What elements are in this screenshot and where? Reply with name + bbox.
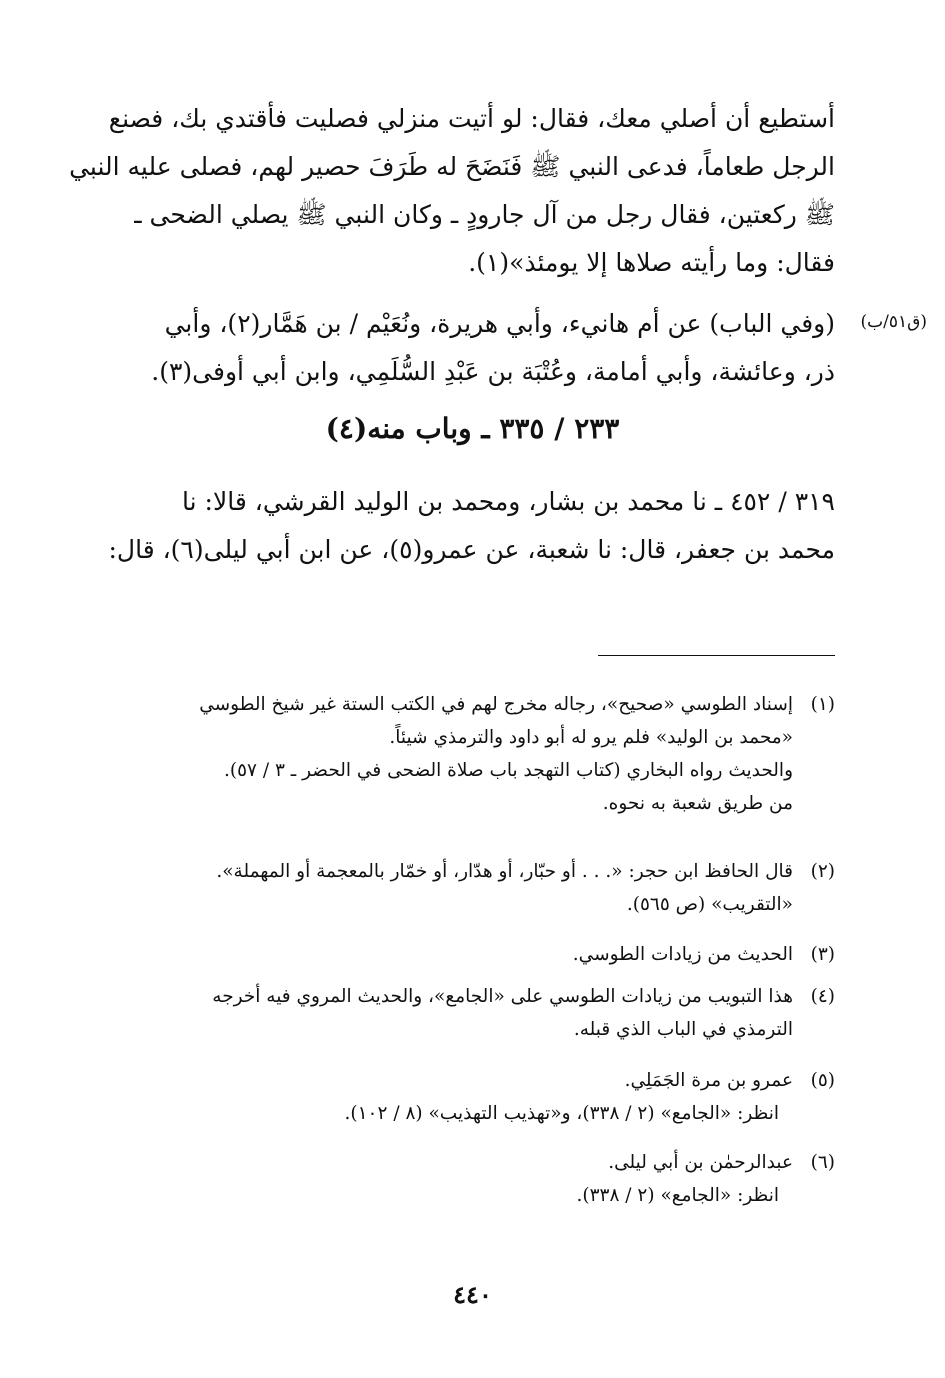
footnote-2 [108,855,835,921]
manuscript-margin-note: (ق٥١/ب) [860,312,927,332]
footnote-line: الحديث من زيادات الطوسي. [572,944,793,965]
footnote-line: الترمذي في الباب الذي قبله. [573,1019,793,1040]
text-line: الرجل طعاماً، فدعى النبي ﷺ فَنَضَحَ له طَرَفَ حصير لهم، فصلى عليه النبي [69,152,835,181]
footnote-number: (٢) [810,861,835,882]
text-line: ذر، وعائشة، وأبي أمامة، وعُتْبَة بن عَبْدِ السُّلَمِي، وابن أبي أوفى(٣). [151,357,835,386]
hadith-text-paragraph [69,95,835,287]
chapter-references-paragraph [108,300,835,396]
footnote-1 [108,688,835,820]
footnote-6 [108,1146,835,1212]
footnote-line: انظر: «الجامع» (٢ / ٣٣٨)، و«تهذيب التهذيب» (٨ / ١٠٢). [344,1103,779,1124]
footnote-4 [108,980,835,1046]
footnote-separator [598,655,835,656]
text-line: محمد بن جعفر، قال: نا شعبة، عن عمرو(٥)، عن ابن أبي ليلى(٦)، قال: [108,535,835,564]
footnote-line: عبدالرحمٰن بن أبي ليلى. [608,1152,793,1173]
footnote-number: (٥) [810,1070,835,1091]
footnote-line: إسناد الطوسي «صحيح»، رجاله مخرج لهم في الكتب الستة غير شيخ الطوسي [199,694,793,715]
text-line: فقال: وما رأيته صلاها إلا يومئذ»(١). [468,248,835,277]
footnote-line: «محمد بن الوليد» فلم يرو له أبو داود والترمذي شيئاً. [389,727,793,748]
footnote-line: انظر: «الجامع» (٢ / ٣٣٨). [576,1185,779,1206]
footnote-number: (٦) [810,1152,835,1173]
footnote-number: (١) [810,694,835,715]
footnote-number: (٣) [810,944,835,965]
text-line: ٣١٩ / ٤٥٢ ـ نا محمد بن بشار، ومحمد بن الوليد القرشي، قالا: نا [182,487,835,516]
footnote-line: عمرو بن مرة الجَمَلِي. [624,1070,793,1091]
footnote-number: (٤) [810,986,835,1007]
text-line: أستطيع أن أصلي معك، فقال: لو أتيت منزلي فصليت فأقتدي بك، فصنع [108,104,835,133]
footnote-line: «التقريب» (ص ٥٦٥). [626,894,793,915]
text-line: (وفي الباب) عن أم هانيء، وأبي هريرة، ونُعَيْم / بن هَمَّار(٢)، وأبي [164,309,835,338]
footnote-line: والحديث رواه البخاري (كتاب التهجد باب صلاة الضحى في الحضر ـ ٣ / ٥٧). [223,760,793,781]
footnote-5 [108,1064,835,1130]
footnote-3 [108,938,835,971]
text-line: ﷺ ركعتين، فقال رجل من آل جارودٍ ـ وكان النبي ﷺ يصلي الضحى ـ [134,200,835,229]
hadith-isnad-paragraph [108,478,835,574]
footnote-line: من طريق شعبة به نحوه. [602,793,793,814]
chapter-heading: ٢٣٣ / ٣٣٥ ـ وباب منه(٤) [325,412,620,445]
page-number: ٤٤٠ [453,1280,492,1309]
footnote-line: قال الحافظ ابن حجر: «. . . أو حبّار، أو هدّار، أو خمّار بالمعجمة أو المهملة». [216,861,793,882]
footnote-line: هذا التبويب من زيادات الطوسي على «الجامع»، والحديث المروي فيه أخرجه [212,986,793,1007]
